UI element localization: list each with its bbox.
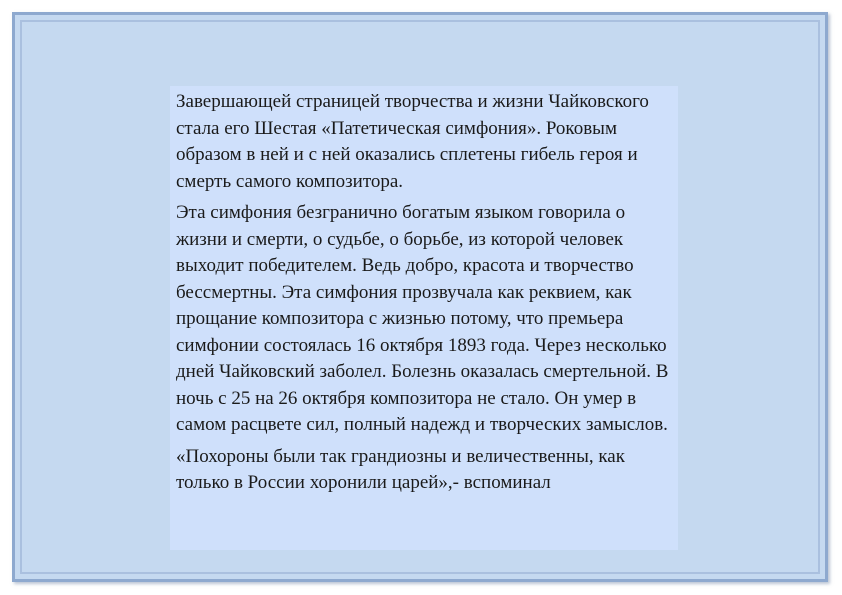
paragraph-2: Эта симфония безгранично богатым языком говорила о жизни и смерти, о судьбе, о борьбе, из которой человек выходит победителем. Ведь добро, красота и творчество бессмертны. Эта симфония прозвучала как реквием, как прощание композитора с жизнью потому, что премьера симфонии состоялась 16 октября 1893 года. Через несколько дней Чайковский заболел. Болезнь оказалась смертельной. В ночь с 25 на 26 октября композитора не стало. Он умер в самом расцвете сил, полный надежд и творческих замыслов. xyxy=(176,202,669,435)
paragraph-3: «Похороны были так грандиозны и величественны, как только в России хоронили царей»,- вспоминал xyxy=(176,445,625,493)
text-block xyxy=(170,86,678,550)
slide-frame xyxy=(12,12,828,582)
paragraph-1: Завершающей страницей творчества и жизни Чайковского стала его Шестая «Патетическая симфония». Роковым образом в ней и с ней оказались сплетены гибель героя и смерть самого композитора. xyxy=(176,91,649,192)
